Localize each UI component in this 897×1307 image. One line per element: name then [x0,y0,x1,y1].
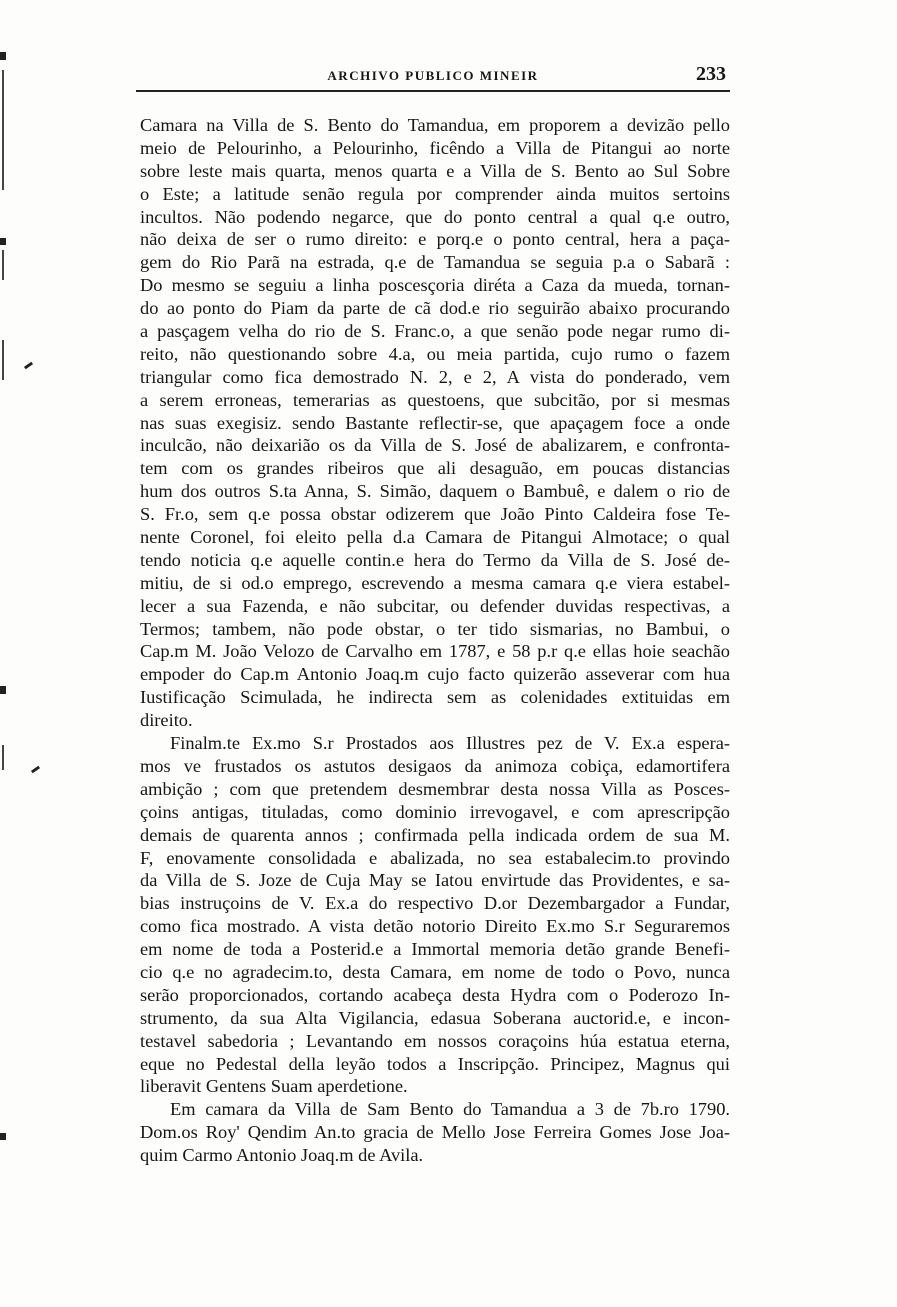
text-line: da Villa de S. Joze de Cuja May se Iatou envirtude das Providentes, e sa- [140,870,730,891]
text-line: lecer a sua Fazenda, e não subcitar, ou defender duvidas respectivas, a [140,595,730,616]
running-head: ARCHIVO PUBLICO MINEIR [327,68,539,83]
text-line: tem com os grandes ribeiros que ali desaguão, em poucas distancias [140,458,730,479]
scan-edge-mark [0,52,6,60]
text-line: a pasçagem velha do rio de S. Franc.o, a que senão pode negar rumo di- [140,321,730,342]
text-line: mitiu, de si od.o emprego, escrevendo a mesma camara q.e viera estabel- [140,572,730,593]
text-line: demais de quarenta annos ; confirmada pella indicada ordem de sua M. [140,824,730,845]
text-line: Iustificação Scimulada, he indirecta sem as colenidades extituidas em [140,687,730,708]
page-number: 233 [696,63,726,85]
text-line: Finalm.te Ex.mo S.r Prostados aos Illustres pez de V. Ex.a espera- [170,733,730,754]
text-line: meio de Pelourinho, a Pelourinho, ficêndo a Villa de Pitangui ao norte [140,137,730,158]
text-line: S. Fr.o, sem q.e possa obstar odizerem que João Pinto Caldeira fose Te- [140,504,730,525]
scan-edge-line [2,340,4,380]
scan-edge-line [2,70,4,190]
text-line: bias instruçoins de V. Ex.a do respectivo D.or Dezembargador a Fundar, [140,893,730,914]
text-line: ambição ; com que pretendem desmembrar desta nossa Villa as Posces- [140,778,730,799]
text-line: Termos; tambem, não pode obstar, o ter tido sismarias, no Bambui, o [140,618,730,639]
text-line: reito, não questionando sobre 4.a, ou meia partida, cujo rumo o fazem [140,343,730,364]
text-line: Em camara da Villa de Sam Bento do Tamandua a 3 de 7b.ro 1790. [170,1099,730,1120]
text-line: liberavit Gentens Suam aperdetione. [140,1076,408,1097]
text-line: Cap.m M. João Velozo de Carvalho em 1787, e 58 p.r q.e ellas hoie seachão [140,641,730,662]
scan-margin-marks [0,0,20,1307]
text-line: o Este; a latitude senão regula por comprender ainda muitos sertoins [140,183,730,204]
document-body [140,114,730,1167]
text-line: nente Coronel, foi eleito pella d.a Camara de Pitangui Almotace; o qual [140,527,730,548]
text-line: quim Carmo Antonio Joaq.m de Avila. [140,1145,424,1166]
text-line: nas suas exegisiz. sendo Bastante reflectir-se, que apaçagem foce a onde [140,412,730,433]
header-rule [136,90,730,92]
scan-edge-mark [0,1133,6,1140]
text-line: empoder do Cap.m Antonio Joaq.m cujo facto quizerão asseverar com hua [140,664,730,685]
text-line: Dom.os Roy' Qendim An.to gracia de Mello Jose Ferreira Gomes Jose Joa- [140,1122,730,1143]
text-line: Do mesmo se seguiu a linha poscesçoria diréta a Caza da mueda, tornan- [140,275,730,296]
text-line: mos ve frustados os astutos desigaos da animoza cobiça, edamortifera [140,755,730,776]
text-line: çoins antigas, tituladas, como dominio irrevogavel, e com aprescripção [140,801,730,822]
text-line: hum dos outros S.ta Anna, S. Simão, daquem o Bambuê, e dalem o rio de [140,481,730,502]
scan-edge-line [2,250,4,280]
text-line: F, enovamente consolidada e abalizada, no sea estabalecim.to provindo [140,847,730,868]
text-line: tendo noticia q.e aquelle contin.e hera do Termo da Villa de S. José de- [140,549,730,570]
text-line: a serem erroneas, temerarias as questoens, que subcitão, por si mesmas [140,389,730,410]
text-line: testavel sabedoria ; Levantando em nossos coraçoins húa estatua eterna, [140,1030,730,1051]
page-header [136,63,730,88]
text-line: Camara na Villa de S. Bento do Tamandua, em proporem a devizão pello [140,115,730,135]
text-line: gem do Rio Parã na estrada, q.e de Tamandua se seguia p.a o Sabarã : [140,252,730,273]
scan-edge-line [2,745,4,770]
text-line: cio q.e no agradecim.to, desta Camara, em nome de todo o Povo, nunca [140,961,730,982]
text-line: como fica mostrado. A vista detão notorio Direito Ex.mo S.r Seguraremos [140,916,730,937]
text-line: incultos. Não podendo negarce, que do ponto central a qual q.e outro, [140,206,730,227]
paragraph [140,1098,730,1167]
text-line: strumento, da sua Alta Vigilancia, edasua Soberana auctorid.e, e incon- [140,1007,730,1028]
text-line: em nome de toda a Posterid.e a Immortal memoria detão grande Benefi- [140,939,730,960]
scan-edge-mark [0,686,6,694]
text-line: não deixa de ser o rumo direito: e porq.e o ponto central, hera a paça- [140,229,730,250]
text-line: direito. [140,710,193,731]
scan-edge-mark [0,238,6,245]
text-line: eque no Pedestal della leyão todos a Inscripção. Principez, Magnus qui [140,1053,730,1074]
paragraph [140,114,730,732]
text-line: serão proporcionados, cortando acabeça desta Hydra com o Poderozo In- [140,984,730,1005]
margin-ink-mark [31,766,40,774]
paragraph [140,732,730,1098]
text-line: inculcão, não deixarião os da Villa de S. José de abalizarem, e confronta- [140,435,730,456]
text-line: do ao ponto do Piam da parte de cã dod.e rio seguirão abaixo procurando [140,298,730,319]
margin-ink-mark [24,362,33,370]
text-line: sobre leste mais quarta, menos quarta e a Villa de S. Bento ao Sul Sobre [140,160,730,181]
text-line: triangular como fica demostrado N. 2, e 2, A vista do ponderado, vem [140,366,730,387]
